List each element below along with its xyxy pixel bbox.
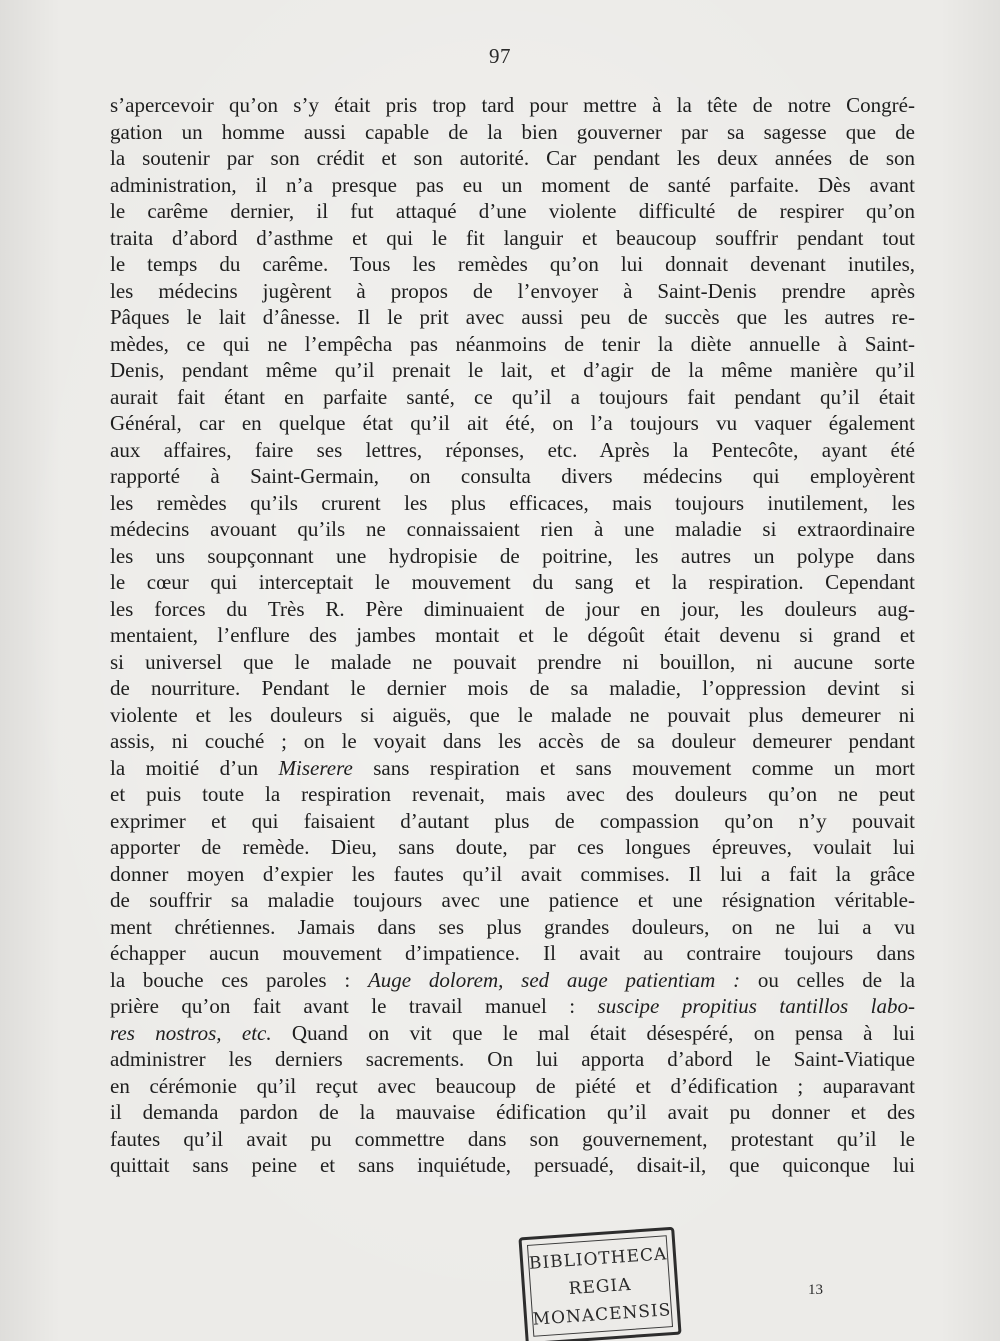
text-segment: sans respiration et sans mouvement comme un mort <box>352 755 915 780</box>
text-segment: violente et les douleurs si aiguës, que le malade ne pouvait plus demeurer ni <box>110 702 915 727</box>
text-segment: donner moyen d’expier les fautes qu’il avait commises. Il lui a fait la grâce <box>110 861 915 886</box>
text-segment: de souffrir sa maladie toujours avec une patience et une résignation véritable- <box>110 888 915 912</box>
text-segment: les forces du Très R. Père diminuaient de jour en jour, les douleurs aug- <box>110 596 915 621</box>
library-stamp <box>518 1227 681 1341</box>
text-line <box>110 119 915 146</box>
text-segment: gation un homme aussi capable de la bien gouverner par sa sagesse que de <box>110 119 915 144</box>
text-line <box>110 702 915 729</box>
text-segment: il demanda pardon de la mauvaise édification qu’il avait pu donner et des <box>110 1100 915 1124</box>
text-segment: mèdes, ce qui ne l’empêcha pas néanmoins de tenir la diète annuelle à Saint- <box>110 331 915 356</box>
page-number: 97 <box>489 44 511 68</box>
text-line <box>110 1126 915 1153</box>
text-line <box>110 225 915 252</box>
text-line <box>110 1046 915 1073</box>
text-line <box>110 463 915 490</box>
text-segment: fautes qu’il avait pu commettre dans son gouvernement, protestant qu’il le <box>110 1126 915 1151</box>
text-segment: quittait sans peine et sans inquiétude, persuadé, disait-il, que quiconque lui <box>110 1153 915 1177</box>
text-segment: si universel que le malade ne pouvait prendre ni bouillon, ni aucune sorte <box>110 649 915 674</box>
text-segment: Denis, pendant même qu’il prenait le lait, et d’agir de la même manière qu’il <box>110 358 915 382</box>
text-line <box>110 781 915 808</box>
text-line <box>110 808 915 835</box>
italic-segment: suscipe propitius tantillos labo- <box>597 994 915 1018</box>
text-segment: ou celles de la <box>740 967 916 992</box>
text-line <box>110 993 915 1020</box>
text-line <box>110 331 915 358</box>
text-segment: la moitié d’un <box>110 755 279 780</box>
text-line <box>110 914 915 941</box>
text-segment: traita d’abord d’asthme et qui le fit languir et beaucoup souffrir pendant tout <box>110 225 915 250</box>
text-segment: rapporté à Saint-Germain, on consulta divers médecins qui employèrent <box>110 464 915 488</box>
text-segment: prière qu’on fait avant le travail manuel : <box>110 994 598 1018</box>
text-segment: apporter de remède. Dieu, sans doute, par ces longues épreuves, voulait lui <box>110 835 915 859</box>
text-line <box>110 384 915 411</box>
text-line <box>110 516 915 543</box>
text-line <box>110 145 915 172</box>
text-segment: les uns soupçonnant une hydropisie de poitrine, les autres un polype dans <box>110 543 915 568</box>
text-segment: Pâques le lait d’ânesse. Il le prit avec aussi peu de succès que les autres re- <box>110 305 915 329</box>
text-line <box>110 675 915 702</box>
text-segment: échapper aucun mouvement d’impatience. Il avait au contraire toujours dans <box>110 941 915 965</box>
text-line <box>110 543 915 570</box>
text-segment: les remèdes qu’ils crurent les plus efficaces, mais toujours inutilement, les <box>110 490 915 515</box>
text-line <box>110 410 915 437</box>
text-line <box>110 198 915 225</box>
text-line <box>110 304 915 331</box>
text-line <box>110 649 915 676</box>
text-line <box>110 1152 915 1179</box>
text-line <box>110 728 915 755</box>
italic-segment: res nostros, etc. <box>110 1020 272 1045</box>
body-text <box>110 92 915 1179</box>
text-line <box>110 278 915 305</box>
text-line <box>110 887 915 914</box>
text-line <box>110 967 915 994</box>
text-segment: administration, il n’a presque pas eu un moment de santé parfaite. Dès avant <box>110 172 915 197</box>
text-segment: s’apercevoir qu’on s’y était pris trop tard pour mettre à la tête de notre Congré- <box>110 93 915 117</box>
text-segment: les médecins jugèrent à propos de l’envoyer à Saint-Denis prendre après <box>110 278 915 303</box>
text-line <box>110 755 915 782</box>
text-segment: le temps du carême. Tous les remèdes qu’on lui donnait devenant inutiles, <box>110 252 915 276</box>
text-line <box>110 1020 915 1047</box>
text-line <box>110 92 915 119</box>
text-segment: médecins avouant qu’ils ne connaissaient rien à une maladie si extraordinaire <box>110 517 915 541</box>
stamp-line-2: REGIA <box>568 1274 633 1300</box>
text-segment: le carême dernier, il fut attaqué d’une violente difficulté de respirer qu’on <box>110 199 915 223</box>
text-segment: et puis toute la respiration revenait, mais avec des douleurs qu’on ne peut <box>110 782 915 806</box>
text-segment: la bouche ces paroles : <box>110 967 368 992</box>
text-line <box>110 490 915 517</box>
italic-segment: Auge dolorem, sed auge patientiam : <box>367 967 741 992</box>
text-segment: Général, car en quelque état qu’il ait été, on l’a toujours vu vaquer également <box>110 411 915 435</box>
text-segment: exprimer et qui faisaient d’autant plus de compassion qu’on n’y pouvait <box>110 808 915 833</box>
text-line <box>110 834 915 861</box>
text-segment: assis, ni couché ; on le voyait dans les accès de sa douleur demeurer pendant <box>110 729 915 753</box>
text-segment: mentaient, l’enflure des jambes montait et le dégoût était devenu si grand et <box>110 623 915 647</box>
text-line <box>110 861 915 888</box>
stamp-line-3: MONACENSIS <box>532 1300 672 1330</box>
signature-mark: 13 <box>808 1282 823 1298</box>
text-line <box>110 437 915 464</box>
text-line <box>110 940 915 967</box>
text-segment: Quand on vit que le mal était désespéré, on pensa à lui <box>271 1020 915 1045</box>
text-segment: de nourriture. Pendant le dernier mois de sa maladie, l’oppression devint si <box>110 676 915 700</box>
text-line <box>110 1099 915 1126</box>
text-segment: la soutenir par son crédit et son autorité. Car pendant les deux années de son <box>110 146 915 170</box>
text-line <box>110 622 915 649</box>
text-line <box>110 1073 915 1100</box>
text-line <box>110 251 915 278</box>
stamp-line-1: BIBLIOTHECA <box>528 1244 668 1274</box>
text-segment: le cœur qui interceptait le mouvement du sang et la respiration. Cependant <box>110 570 915 594</box>
text-line <box>110 357 915 384</box>
text-line <box>110 596 915 623</box>
text-segment: aurait fait étant en parfaite santé, ce qu’il a toujours fait pendant qu’il était <box>110 384 915 409</box>
text-line <box>110 569 915 596</box>
text-segment: ment chrétiennes. Jamais dans ses plus grandes douleurs, on ne lui a vu <box>110 914 915 939</box>
text-line <box>110 172 915 199</box>
text-segment: en cérémonie qu’il reçut avec beaucoup de piété et d’édification ; auparavant <box>110 1073 915 1098</box>
text-segment: aux affaires, faire ses lettres, réponses, etc. Après la Pentecôte, ayant été <box>110 437 915 462</box>
italic-segment: Miserere <box>278 755 353 780</box>
text-segment: administrer les derniers sacrements. On lui apporta d’abord le Saint-Viatique <box>110 1047 915 1071</box>
